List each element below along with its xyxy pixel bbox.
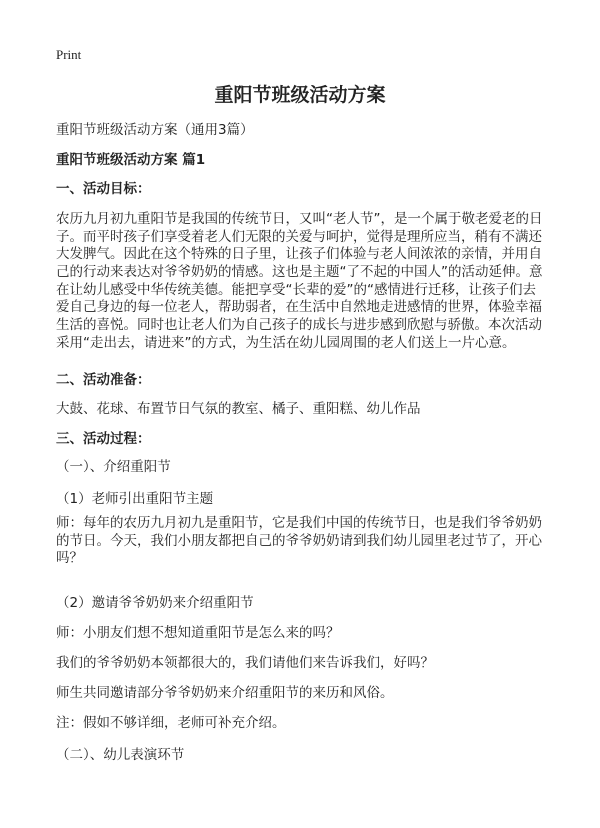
subsection-performance: （二）、幼儿表演环节 xyxy=(56,747,185,763)
text-line: 爱自己身边的每一位老人，帮助弱者，在生活中自然地走进感情的世界，体验幸福 xyxy=(56,299,542,316)
text-line: 的节日。今天，我们小朋友都把自己的爷爷奶奶请到我们幼儿园里老过节了，开心 xyxy=(56,532,542,549)
part-heading: 重阳节班级活动方案 篇1 xyxy=(56,152,206,168)
subsection-intro: （一）、介绍重阳节 xyxy=(56,459,171,475)
section-heading-prep: 二、活动准备： xyxy=(56,372,151,388)
step-2-question: 师：小朋友们想不想知道重阳节是怎么来的吗？ xyxy=(56,625,340,641)
step-2: （2）邀请爷爷奶奶来介绍重阳节 xyxy=(56,595,254,611)
text-line: 子。而平时孩子们享受着老人们无限的关爱与呵护，觉得是理所应当，稍有不满还 xyxy=(56,228,542,245)
text-line: 师：每年的农历九月初九是重阳节，它是我们中国的传统节日，也是我们爷爷奶奶 xyxy=(56,515,542,531)
text-line: 生活的喜悦。同时也让老人们为自己孩子的成长与进步感到欣慰与骄傲。本次活动 xyxy=(56,317,542,334)
print-link[interactable]: Print xyxy=(56,47,82,62)
text-line: 己的行动来表达对爷爷奶奶的情感。这也是主题“了不起的中国人”的活动延伸。意 xyxy=(56,264,543,281)
step-2-answer: 我们的爷爷奶奶本领都很大的，我们请他们来告诉我们，好吗？ xyxy=(56,655,434,671)
note: 注：假如不够详细，老师可补充介绍。 xyxy=(56,715,286,731)
step-1-paragraph xyxy=(56,515,542,568)
section-heading-process: 三、活动过程： xyxy=(56,431,151,447)
text-line: 大发脾气。因此在这个特殊的日子里，让孩子们体验与老人间浓浓的亲情，并用自 xyxy=(56,246,542,263)
page-title: 重阳节班级活动方案 xyxy=(214,84,386,106)
goals-paragraph xyxy=(56,211,543,353)
subtitle: 重阳节班级活动方案（通用3篇） xyxy=(56,122,254,138)
text-line: 吗？ xyxy=(56,550,83,567)
text-line: 采用“走出去，请进来”的方式，为生活在幼儿园周围的老人们送上一片心意。 xyxy=(56,334,516,351)
step-2-invite: 师生共同邀请部分爷爷奶奶来介绍重阳节的来历和风俗。 xyxy=(56,685,394,701)
text-line: 农历九月初九重阳节是我国的传统节日，又叫“老人节”，是一个属于敬老爱老的日 xyxy=(56,211,543,227)
section-heading-goals: 一、活动目标： xyxy=(56,181,151,197)
step-1: （1）老师引出重阳节主题 xyxy=(56,491,214,507)
prep-text: 大鼓、花球、布置节日气氛的教室、橘子、重阳糕、幼儿作品 xyxy=(56,401,421,417)
text-line: 在让幼儿感受中华传统美德。能把享受“长辈的爱”的“感情进行迁移，让孩子们去 xyxy=(56,281,536,298)
